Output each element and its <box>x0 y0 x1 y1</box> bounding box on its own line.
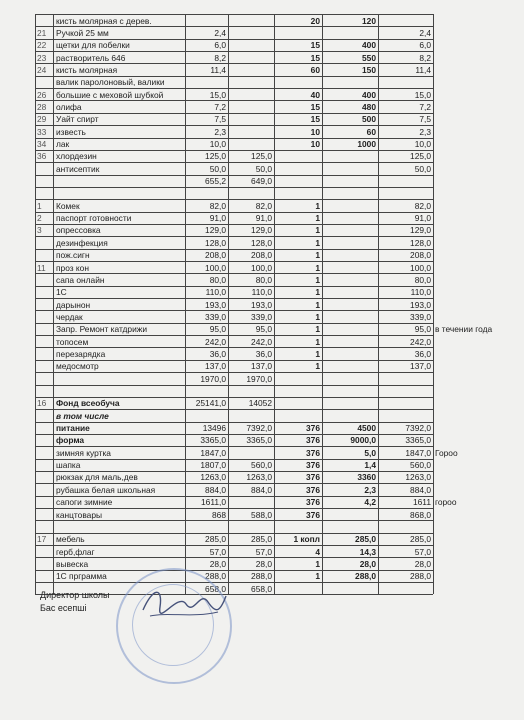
cell-b: 80,0 <box>255 274 272 285</box>
cell-p: 500 <box>362 114 376 125</box>
cell-name: дарынон <box>56 299 91 310</box>
cell-name: сапа онлайн <box>56 274 105 285</box>
cell-a: 137,0 <box>205 361 226 372</box>
cell-name: пож.сигн <box>56 250 90 261</box>
cell-b: 129,0 <box>251 225 272 236</box>
cell-name: валик паролоновый, валики <box>56 77 165 88</box>
cell-a: 193,0 <box>205 299 226 310</box>
cell-name: Фонд всеобуча <box>56 398 120 409</box>
cell-a: 208,0 <box>205 250 226 261</box>
table-hline <box>35 298 433 299</box>
cell-a: 95,0 <box>209 324 226 335</box>
table-hline <box>35 175 433 176</box>
cell-t: 1611 <box>412 497 431 508</box>
cell-name: 1С <box>56 287 67 298</box>
cell-t: 339,0 <box>410 311 431 322</box>
cell-q: 1 копл <box>293 534 320 545</box>
cell-b: 36,0 <box>255 348 272 359</box>
cell-name: сапоги зимние <box>56 497 113 508</box>
cell-name: в том числе <box>56 410 109 421</box>
cell-q: 10 <box>310 126 320 137</box>
cell-n: 17 <box>37 534 47 545</box>
cell-q: 376 <box>306 460 320 471</box>
cell-q: 376 <box>306 435 320 446</box>
cell-t: 560,0 <box>410 460 431 471</box>
cell-t: 95,0 <box>414 324 431 335</box>
cell-p: 14,3 <box>359 546 376 557</box>
cell-b: 560,0 <box>251 460 272 471</box>
director-label: Директор школы <box>40 590 110 600</box>
cell-name: Запр. Ремонт катдрижи <box>56 324 148 335</box>
cell-q: 376 <box>306 484 320 495</box>
cell-t: 208,0 <box>410 250 431 261</box>
cell-name: опрессовка <box>56 225 101 236</box>
cell-a: 8,2 <box>214 52 226 63</box>
cell-b: 242,0 <box>251 336 272 347</box>
cell-t: 28,0 <box>414 558 431 569</box>
cell-q: 376 <box>306 497 320 508</box>
cell-q: 1 <box>315 262 320 273</box>
cell-a: 884,0 <box>205 484 226 495</box>
cell-a: 242,0 <box>205 336 226 347</box>
cell-p: 3360 <box>357 472 376 483</box>
cell-q: 40 <box>310 89 320 100</box>
cell-t: 1263,0 <box>405 472 431 483</box>
cell-note: гороо <box>435 497 457 508</box>
cell-q: 1 <box>315 558 320 569</box>
cell-q: 1 <box>315 225 320 236</box>
cell-q: 1 <box>315 213 320 224</box>
cell-p: 400 <box>362 40 376 51</box>
cell-a: 1611,0 <box>201 497 226 508</box>
cell-a: 1807,0 <box>200 460 226 471</box>
table-hline <box>35 310 433 311</box>
cell-b: 1263,0 <box>246 472 272 483</box>
cell-name: хлордезин <box>56 151 97 162</box>
cell-q: 60 <box>310 64 320 75</box>
cell-t: 15,0 <box>414 89 431 100</box>
table-hline <box>35 261 433 262</box>
cell-t: 884,0 <box>410 484 431 495</box>
cell-q: 1 <box>315 361 320 372</box>
cell-a: 655,2 <box>205 176 226 187</box>
cell-name: известь <box>56 126 86 137</box>
cell-a: 110,0 <box>205 287 226 298</box>
cell-p: 288,0 <box>355 571 376 582</box>
cell-q: 10 <box>310 139 320 149</box>
cell-q: 376 <box>306 509 320 520</box>
cell-name: перезарядка <box>56 348 106 359</box>
cell-n: 11 <box>37 262 46 273</box>
cell-q: 376 <box>306 423 320 434</box>
cell-n: 36 <box>37 151 47 162</box>
cell-a: 10,0 <box>209 139 226 149</box>
cell-p: 480 <box>362 101 376 112</box>
cell-b: 1970,0 <box>246 373 272 384</box>
cell-a: 36,0 <box>209 348 226 359</box>
cell-name: шапка <box>56 460 81 471</box>
cell-p: 4500 <box>357 423 376 434</box>
cell-t: 1847,0 <box>405 447 431 458</box>
cell-q: 1 <box>315 324 320 335</box>
cell-name: мебель <box>56 534 85 545</box>
cell-n: 2 <box>37 213 42 224</box>
cell-a: 125,0 <box>205 151 226 162</box>
table-hline <box>35 372 433 373</box>
cell-b: 884,0 <box>251 484 272 495</box>
cell-p: 285,0 <box>355 534 376 545</box>
cell-t: 110,0 <box>410 287 431 298</box>
cell-a: 15,0 <box>209 89 226 100</box>
cell-p: 60 <box>366 126 376 137</box>
cell-b: 100,0 <box>251 262 272 273</box>
cell-a: 128,0 <box>205 237 226 248</box>
cell-a: 6,0 <box>214 40 226 51</box>
table-hline <box>35 286 433 287</box>
cell-q: 1 <box>315 274 320 285</box>
cell-t: 50,0 <box>414 163 431 174</box>
cell-a: 3365,0 <box>200 435 226 446</box>
cell-q: 1 <box>315 200 320 211</box>
cell-p: 1,4 <box>364 460 376 471</box>
cell-b: 82,0 <box>255 200 272 211</box>
cell-q: 1 <box>315 348 320 359</box>
cell-b: 14052 <box>248 398 272 409</box>
accountant-label: Бас есепші <box>40 603 87 613</box>
cell-b: 125,0 <box>251 151 272 162</box>
cell-n: 16 <box>37 398 47 409</box>
cell-n: 26 <box>37 89 47 100</box>
signature <box>138 582 228 627</box>
cell-t: 7,5 <box>419 114 431 125</box>
cell-q: 1 <box>315 287 320 298</box>
cell-b: 110,0 <box>251 287 272 298</box>
cell-q: 15 <box>310 101 320 112</box>
cell-n: 23 <box>37 52 47 63</box>
cell-p: 4,2 <box>364 497 376 508</box>
cell-b: 28,0 <box>255 558 272 569</box>
cell-name: кисть молярная <box>56 64 118 75</box>
cell-p: 5,0 <box>364 447 376 458</box>
table-hline <box>35 582 433 583</box>
cell-t: 8,2 <box>419 52 431 63</box>
cell-name: кисть молярная с дерев. <box>56 15 152 26</box>
cell-p: 1000 <box>357 139 376 149</box>
cell-b: 91,0 <box>255 213 272 224</box>
cell-a: 91,0 <box>209 213 226 224</box>
cell-name: топосем <box>56 336 89 347</box>
cell-name: антисептик <box>56 163 100 174</box>
cell-t: 6,0 <box>419 40 431 51</box>
cell-t: 288,0 <box>410 571 431 582</box>
cell-a: 658,0 <box>205 583 226 594</box>
cell-b: 50,0 <box>255 163 272 174</box>
cell-b: 285,0 <box>251 534 272 545</box>
cell-p: 550 <box>362 52 376 63</box>
cell-t: 100,0 <box>410 262 431 273</box>
cell-name: дезинфекция <box>56 237 108 248</box>
cell-name: растворитель 646 <box>56 52 126 63</box>
cell-name: 1С прграмма <box>56 571 107 582</box>
cell-q: 4 <box>315 546 320 557</box>
cell-n: 1 <box>37 200 42 211</box>
cell-name: олифа <box>56 101 82 112</box>
cell-name: рубашка белая школьная <box>56 484 156 495</box>
cell-t: 868,0 <box>410 509 431 520</box>
cell-name: Комек <box>56 200 80 211</box>
table-hline <box>35 520 433 521</box>
cell-t: 11,4 <box>415 64 431 75</box>
cell-a: 868 <box>212 509 226 520</box>
cell-a: 80,0 <box>209 274 226 285</box>
cell-b: 208,0 <box>251 250 272 261</box>
cell-a: 82,0 <box>209 200 226 211</box>
cell-a: 13496 <box>202 423 226 434</box>
cell-b: 658,0 <box>251 583 272 594</box>
cell-b: 7392,0 <box>246 423 272 434</box>
table-hline <box>35 199 433 200</box>
cell-t: 125,0 <box>410 151 431 162</box>
cell-name: медосмотр <box>56 361 99 372</box>
cell-t: 285,0 <box>410 534 431 545</box>
cell-q: 15 <box>310 52 320 63</box>
cell-t: 242,0 <box>410 336 431 347</box>
cell-name: проз кон <box>56 262 89 273</box>
table-hline <box>35 385 433 386</box>
cell-t: 36,0 <box>414 348 431 359</box>
cell-name: вывеска <box>56 558 89 569</box>
cell-q: 1 <box>315 311 320 322</box>
cell-t: 7392,0 <box>405 423 431 434</box>
cell-name: форма <box>56 435 85 446</box>
cell-name: питание <box>56 423 90 434</box>
cell-n: 34 <box>37 139 47 149</box>
cell-a: 7,5 <box>214 114 226 125</box>
cell-t: 10,0 <box>414 139 431 149</box>
cell-a: 288,0 <box>205 571 226 582</box>
cell-a: 285,0 <box>205 534 226 545</box>
cell-a: 1263,0 <box>200 472 226 483</box>
cell-b: 128,0 <box>251 237 272 248</box>
cell-a: 1847,0 <box>200 447 226 458</box>
cell-t: 128,0 <box>410 237 431 248</box>
table-hline <box>35 335 433 336</box>
cell-t: 82,0 <box>414 200 431 211</box>
cell-name: рюкзак для маль,дев <box>56 472 138 483</box>
cell-p: 120 <box>362 15 376 26</box>
cell-n: 3 <box>37 225 42 236</box>
cell-p: 9000,0 <box>350 435 376 446</box>
cell-a: 50,0 <box>209 163 226 174</box>
cell-name: щетки для побелки <box>56 40 130 51</box>
table-hline <box>35 249 433 250</box>
cell-p: 400 <box>362 89 376 100</box>
cell-p: 28,0 <box>359 558 376 569</box>
cell-a: 11,4 <box>210 64 226 75</box>
cell-t: 129,0 <box>410 225 431 236</box>
cell-a: 57,0 <box>209 546 226 557</box>
cell-name: канцтовары <box>56 509 103 520</box>
cell-q: 1 <box>315 250 320 261</box>
cell-q: 1 <box>315 299 320 310</box>
cell-name: большие с меховой шубкой <box>56 89 164 100</box>
cell-p: 150 <box>362 64 376 75</box>
cell-a: 339,0 <box>205 311 226 322</box>
cell-t: 80,0 <box>414 274 431 285</box>
cell-n: 28 <box>37 101 47 112</box>
table-hline <box>35 187 433 188</box>
cell-q: 376 <box>306 447 320 458</box>
cell-a: 100,0 <box>205 262 226 273</box>
cell-b: 339,0 <box>251 311 272 322</box>
cell-name: Уайт спирт <box>56 114 99 125</box>
cell-n: 33 <box>37 126 47 137</box>
cell-b: 288,0 <box>251 571 272 582</box>
cell-a: 7,2 <box>214 101 226 112</box>
cell-name: лак <box>56 139 70 149</box>
cell-q: 15 <box>310 40 320 51</box>
cell-b: 57,0 <box>255 546 272 557</box>
cell-q: 1 <box>315 237 320 248</box>
cell-t: 193,0 <box>410 299 431 310</box>
cell-t: 3365,0 <box>405 435 431 446</box>
cell-q: 1 <box>315 336 320 347</box>
cell-a: 1970,0 <box>200 373 226 384</box>
cell-a: 2,4 <box>214 27 226 38</box>
cell-a: 129,0 <box>205 225 226 236</box>
cell-note: в течении года <box>435 324 493 335</box>
cell-t: 57,0 <box>414 546 431 557</box>
cell-t: 137,0 <box>410 361 431 372</box>
cell-b: 95,0 <box>255 324 272 335</box>
cell-n: 29 <box>37 114 47 125</box>
cell-a: 2,3 <box>214 126 226 137</box>
cell-q: 15 <box>310 114 320 125</box>
cell-t: 91,0 <box>414 213 431 224</box>
cell-name: паспорт готовности <box>56 213 132 224</box>
cell-name: чердак <box>56 311 83 322</box>
cell-a: 28,0 <box>209 558 226 569</box>
cell-n: 21 <box>37 27 47 38</box>
cell-q: 376 <box>306 472 320 483</box>
cell-t: 2,4 <box>419 27 431 38</box>
cell-b: 137,0 <box>251 361 272 372</box>
cell-note: Гороо <box>435 447 458 458</box>
cell-b: 649,0 <box>251 176 272 187</box>
cell-b: 588,0 <box>251 509 272 520</box>
cell-n: 24 <box>37 64 47 75</box>
cell-name: Ручкой 25 мм <box>56 27 109 38</box>
cell-name: зимняя куртка <box>56 447 111 458</box>
cell-b: 193,0 <box>251 299 272 310</box>
cell-q: 20 <box>310 15 320 26</box>
cell-n: 22 <box>37 40 47 51</box>
cell-b: 3365,0 <box>246 435 272 446</box>
cell-t: 2,3 <box>419 126 431 137</box>
cell-p: 2,3 <box>364 484 376 495</box>
cell-t: 7,2 <box>419 101 431 112</box>
cell-a: 25141,0 <box>195 398 226 409</box>
cell-q: 1 <box>315 571 320 582</box>
cell-name: герб,флаг <box>56 546 95 557</box>
table-vline <box>433 14 434 594</box>
